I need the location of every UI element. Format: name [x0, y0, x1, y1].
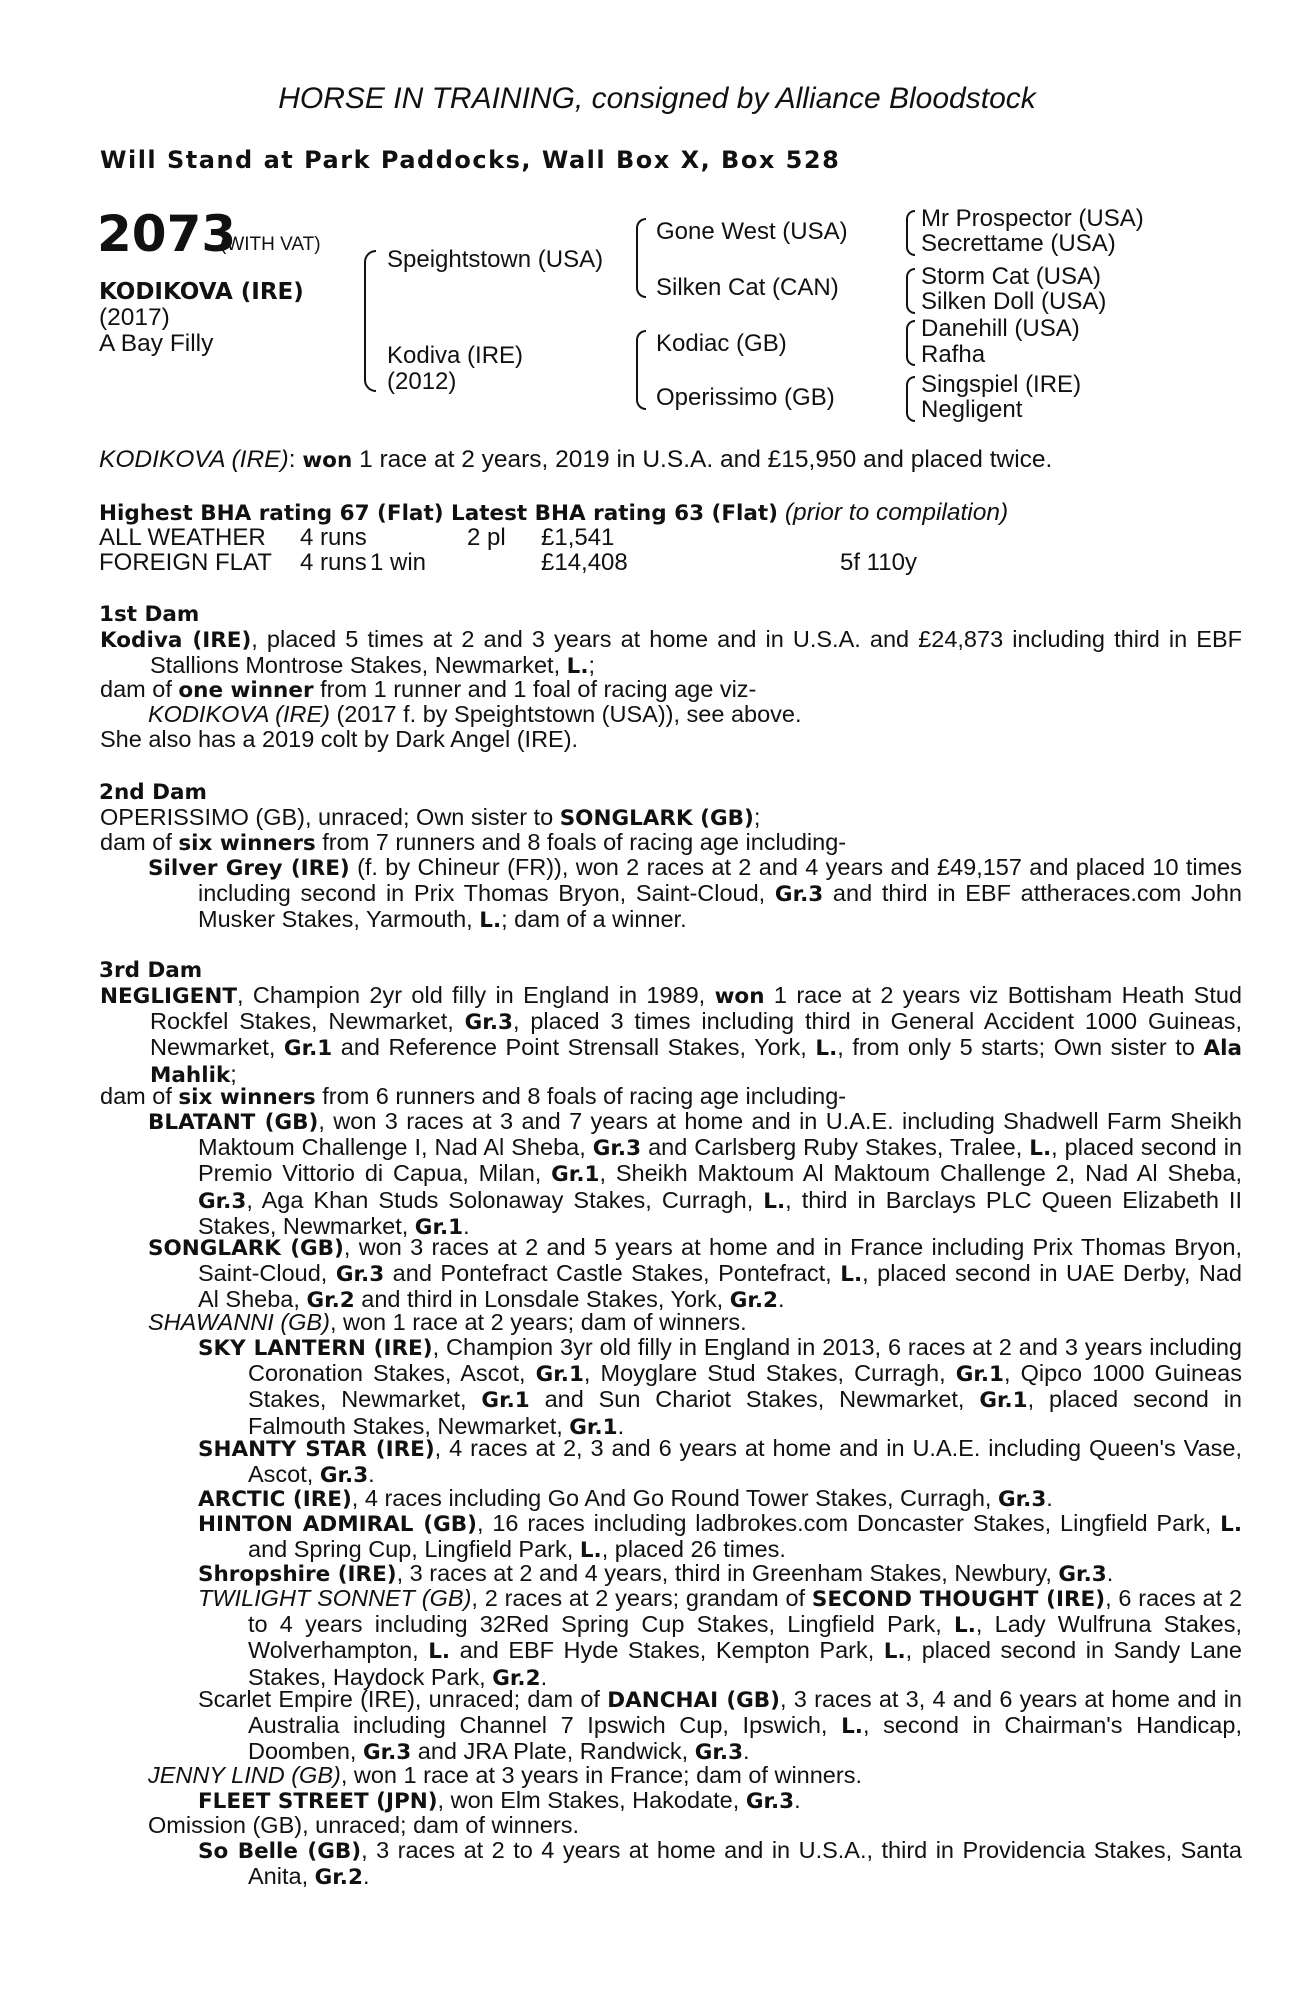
progeny-entry: HINTON ADMIRAL (GB), 16 races including ladbrokes.com Doncaster Stakes, Lingfield Park, L. and Spring Cup, Lingfield Park, L., placed 26 times.: [198, 1510, 1242, 1564]
record-row: FOREIGN FLAT 4 runs 1 win £14,408 5f 110y: [99, 549, 917, 576]
second-dam-text: OPERISSIMO (GB), unraced; Own sister to SONGLARK (GB);: [100, 804, 761, 831]
bha-rating: Highest BHA rating 67 (Flat) Latest BHA rating 63 (Flat) (prior to compilation): [99, 499, 1009, 526]
first-dam-progeny: KODIKOVA (IRE) (2017 f. by Speightstown (USA)), see above.: [148, 701, 802, 727]
progeny-entry: So Belle (GB), 3 races at 2 to 4 years at home and in U.S.A., third in Providencia Stakes, Santa Anita, Gr.2.: [198, 1837, 1242, 1891]
pedigree-dsd: Rafha: [921, 341, 986, 368]
pedigree-brace: [906, 210, 915, 256]
progeny-entry: Silver Grey (IRE) (f. by Chineur (FR)), won 2 races at 2 and 4 years and £49,157 and placed 10 times including second in Prix Thomas Bryon, Saint-Cloud, Gr.3 and third in EBF attheraces.com John Musker Stakes, Yarmouth, L.; dam of a winner.: [148, 854, 1242, 934]
pedigree-sdd: Silken Doll (USA): [921, 288, 1107, 315]
pedigree-brace: [906, 268, 915, 314]
pedigree-brace: [906, 320, 915, 366]
pedigree-dam-dam: Operissimo (GB): [656, 384, 835, 411]
first-dam-text: Kodiva (IRE), placed 5 times at 2 and 3 years at home and in U.S.A. and £24,873 including third in EBF Stallions Montrose Stakes, Newmarket, L.;: [100, 626, 1243, 680]
progeny-entry: Shropshire (IRE), 3 races at 2 and 4 years, third in Greenham Stakes, Newbury, Gr.3.: [198, 1560, 1114, 1587]
pedigree-dam-sire: Kodiac (GB): [656, 330, 787, 357]
first-dam-produce: dam of one winner from 1 runner and 1 foal of racing age viz-: [100, 676, 757, 703]
progeny-entry: Omission (GB), unraced; dam of winners.: [148, 1812, 579, 1838]
pedigree-dam: Kodiva (IRE): [387, 342, 524, 369]
progeny-entry: ARCTIC (IRE), 4 races including Go And Go Round Tower Stakes, Curragh, Gr.3.: [198, 1485, 1053, 1512]
pedigree-sss: Mr Prospector (USA): [921, 205, 1144, 232]
third-dam-text: NEGLIGENT, Champion 2yr old filly in England in 1989, won 1 race at 2 years viz Bottisham Heath Stud Rockfel Stakes, Newmarket, Gr.3, placed 3 times including third in General Accident 1000 Guineas, Newmarket, Gr.1 and Reference Point Strensall Stakes, York, L., from only 5 starts; Own sister to Ala Mahlik;: [100, 982, 1243, 1088]
pedigree-dds: Singspiel (IRE): [921, 371, 1082, 398]
pedigree-sire-sire: Gone West (USA): [656, 218, 848, 245]
progeny-entry: BLATANT (GB), won 3 races at 3 and 7 years at home and in U.A.E. including Shadwell Farm Sheikh Maktoum Challenge I, Nad Al Sheba, Gr.3 and Carlsberg Ruby Stakes, Tralee, L., placed second in Premio Vittorio di Capua, Milan, Gr.1, Sheikh Maktoum Al Maktoum Challenge 2, Nad Al Sheba, Gr.3, Aga Khan Studs Solonaway Stakes, Curragh, L., third in Barclays PLC Queen Elizabeth II Stakes, Newmarket, Gr.1.: [148, 1108, 1242, 1240]
pedigree-ssd: Secrettame (USA): [921, 230, 1116, 257]
page-header-title: HORSE IN TRAINING, consigned by Alliance Bloodstock: [278, 82, 1036, 115]
pedigree-brace: [636, 218, 646, 298]
pedigree-dss: Danehill (USA): [921, 315, 1080, 342]
progeny-entry: FLEET STREET (JPN), won Elm Stakes, Hakodate, Gr.3.: [198, 1787, 801, 1814]
stand-location: Will Stand at Park Paddocks, Wall Box X, Box 528: [100, 146, 841, 174]
pedigree-sire-dam: Silken Cat (CAN): [656, 274, 839, 301]
progeny-entry: JENNY LIND (GB), won 1 race at 3 years in France; dam of winners.: [148, 1762, 862, 1788]
second-dam-produce: dam of six winners from 7 runners and 8 foals of racing age including-: [100, 829, 847, 856]
pedigree-sire: Speightstown (USA): [387, 246, 604, 273]
second-dam-heading: 2nd Dam: [99, 780, 207, 805]
progeny-entry: SONGLARK (GB), won 3 races at 2 and 5 years at home and in France including Prix Thomas Bryon, Saint-Cloud, Gr.3 and Pontefract Castle Stakes, Pontefract, L., placed second in UAE Derby, Nad Al Sheba, Gr.2 and third in Lonsdale Stakes, York, Gr.2.: [148, 1234, 1243, 1314]
horse-name: KODIKOVA (IRE): [99, 279, 304, 305]
pedigree-brace: [636, 330, 646, 410]
pedigree-sds: Storm Cat (USA): [921, 263, 1102, 290]
summary-horse-name: KODIKOVA (IRE): [99, 446, 289, 473]
race-summary: KODIKOVA (IRE): won 1 race at 2 years, 2019 in U.S.A. and £15,950 and placed twice.: [99, 446, 1053, 473]
horse-year: (2017): [99, 304, 170, 331]
pedigree-brace: [906, 376, 915, 422]
horse-description: A Bay Filly: [99, 330, 214, 357]
pedigree-dam-year: (2012): [387, 368, 457, 395]
pedigree-ddd: Negligent: [921, 396, 1023, 423]
record-row: ALL WEATHER 4 runs 2 pl £1,541: [99, 524, 615, 551]
lot-number: 2073: [97, 205, 237, 263]
pedigree-brace: [364, 250, 376, 392]
third-dam-produce: dam of six winners from 6 runners and 8 foals of racing age including-: [100, 1083, 847, 1110]
progeny-entry: TWILIGHT SONNET (GB), 2 races at 2 years; grandam of SECOND THOUGHT (IRE), 6 races at 2 to 4 years including 32Red Spring Cup Stakes, Lingfield Park, L., Lady Wulfruna Stakes, Wolverhampton, L. and EBF Hyde Stakes, Kempton Park, L., placed second in Sandy Lane Stakes, Haydock Park, Gr.2.: [198, 1585, 1243, 1691]
first-dam-also: She also has a 2019 colt by Dark Angel (IRE).: [100, 726, 579, 752]
progeny-entry: Scarlet Empire (IRE), unraced; dam of DANCHAI (GB), 3 races at 3, 4 and 6 years at home and in Australia including Channel 7 Ipswich Cup, Ipswich, L., second in Chairman's Handicap, Doomben, Gr.3 and JRA Plate, Randwick, Gr.3.: [198, 1686, 1242, 1766]
progeny-entry: SHAWANNI (GB), won 1 race at 2 years; dam of winners.: [148, 1309, 747, 1335]
vat-note: (WITH VAT): [220, 234, 321, 255]
progeny-entry: SHANTY STAR (IRE), 4 races at 2, 3 and 6 years at home and in U.A.E. including Queen's Vase, Ascot, Gr.3.: [198, 1435, 1242, 1489]
progeny-entry: SKY LANTERN (IRE), Champion 3yr old filly in England in 2013, 6 races at 2 and 3 years including Coronation Stakes, Ascot, Gr.1, Moyglare Stud Stakes, Curragh, Gr.1, Qipco 1000 Guineas Stakes, Newmarket, Gr.1 and Sun Chariot Stakes, Newmarket, Gr.1, placed second in Falmouth Stakes, Newmarket, Gr.1.: [198, 1334, 1243, 1440]
third-dam-heading: 3rd Dam: [99, 958, 203, 983]
first-dam-heading: 1st Dam: [99, 602, 200, 627]
